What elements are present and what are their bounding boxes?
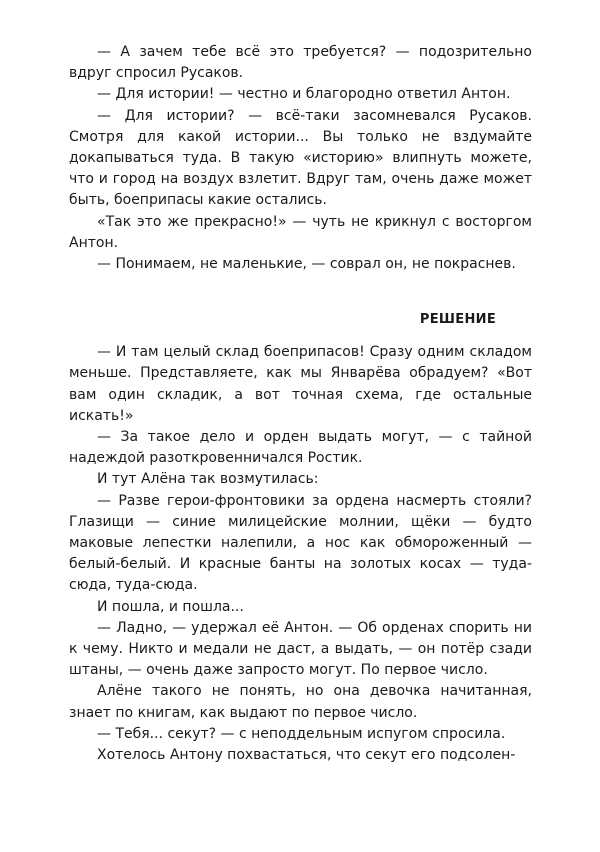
paragraph: — Ладно, — удержал её Антон. — Об орденах спорить ни к чему. Никто и медали не даст, а выдать, — он потёр сзади штаны, — очень даже запросто могут. По первое число. <box>69 619 532 679</box>
paragraph: Хотелось Антону похвастаться, что секут его подсолен- <box>97 747 516 764</box>
heading-spacer <box>69 330 532 342</box>
paragraph: — Для истории? — всё-таки засомневался Русаков. Смотря для какой истории... Вы только не вздумайте докапываться туда. В такую «историю» влипнуть можете, что и город на воздух взлетит. Вдруг там, очень даже может быть, боеприпасы какие остались. <box>69 107 532 209</box>
paragraph: Алёне такого не понять, но она девочка начитанная, знает по книгам, как выдают по первое число. <box>69 683 532 721</box>
paragraph: — За такое дело и орден выдать могут, — с тайной надеждой разоткровенничался Ростик. <box>69 429 532 467</box>
dialogue-section-1 <box>69 42 532 275</box>
paragraph: — Для истории! — честно и благородно ответил Антон. <box>97 86 511 103</box>
dialogue-section-2 <box>69 342 532 766</box>
paragraph: — Понимаем, не маленькие, — соврал он, не покраснев. <box>97 256 516 273</box>
paragraph: — А зачем тебе всё это требуется? — подозрительно вдруг спросил Русаков. <box>69 44 532 82</box>
section-heading: РЕШЕНИЕ <box>419 312 496 328</box>
paragraph: И тут Алёна так возмутилась: <box>97 471 319 488</box>
paragraph: И пошла, и пошла... <box>97 598 244 615</box>
paragraph: «Так это же прекрасно!» — чуть не крикнул с восторгом Антон. <box>69 213 532 251</box>
book-page <box>69 42 532 766</box>
paragraph: — Разве герои-фронтовики за ордена насмерть стояли? Глазищи — синие милицейские молнии, щёки — будто маковые лепестки налепили, а нос как обмороженный — белый-белый. И красные банты на золотых косах — туда-сюда, туда-сюда. <box>69 492 532 594</box>
section-spacer <box>69 275 532 309</box>
paragraph: — И там целый склад боеприпасов! Сразу одним складом меньше. Представляете, как мы Январёва обрадуем? «Вот вам один складик, а вот точная схема, где остальные искать!» <box>69 344 532 424</box>
paragraph: — Тебя... секут? — с неподдельным испугом спросила. <box>97 725 506 742</box>
